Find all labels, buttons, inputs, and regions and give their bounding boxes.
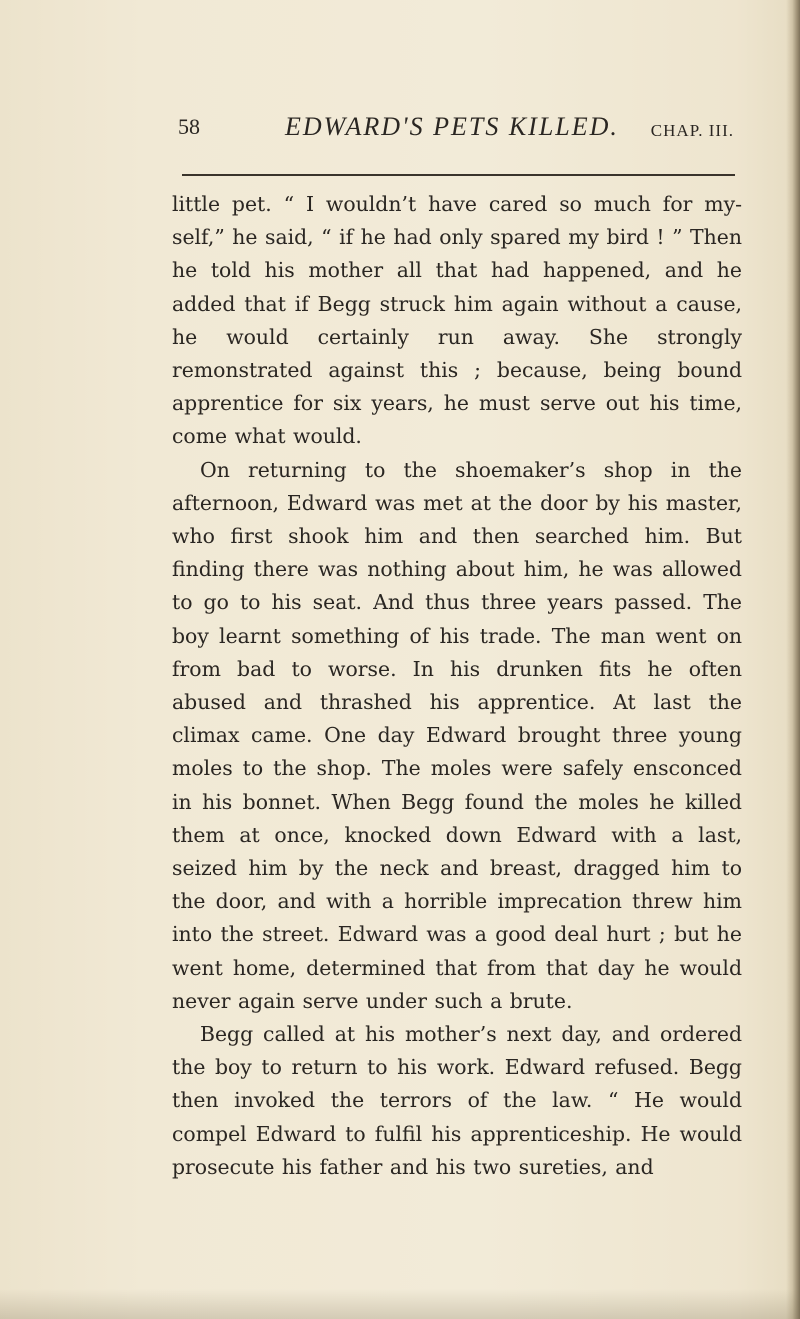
paragraph-1: little pet. “ I wouldn’t have cared so much for my-self,” he said, “ if he had only spared my bird ! ” Then he told his mother all that had happened, and he added that if Begg struck him again without a cause, he would certainly run away. She strongly remonstrated against this ; because, being bound apprentice for six years, he must serve out his time, come what would. (172, 192, 742, 449)
page-header (178, 112, 734, 168)
chapter-label: CHAP. III. (650, 121, 734, 140)
running-title: EDWARD'S PETS KILLED. (285, 112, 619, 141)
header-rule (182, 174, 735, 176)
page-number: 58 (178, 114, 200, 139)
paragraph-2: On returning to the shoemaker’s shop in the afternoon, Edward was met at the door by his master, who first shook him and then searched him. But finding there was nothing about him, he was allowed to go to his seat. And thus three years passed. The boy learnt something of his trade. The man went on from bad to worse. In his drunken fits he often abused and thrashed his apprentice. At last the climax came. One day Edward brought three young moles to the shop. The moles were safely ensconced in his bonnet. When Begg found the moles he killed them at once, knocked down Edward with a last, seized him by the neck and breast, dragged him to the door, and with a horrible imprecation threw him into the street. Edward was a good deal hurt ; but he went home, determined that from that day he would never again serve under such a brute. (172, 457, 742, 1013)
body-text (172, 188, 742, 1184)
page-edge-shadow (786, 0, 800, 1319)
paragraph-3: Begg called at his mother’s next day, and ordered the boy to return to his work. Edward refused. Begg then invoked the terrors of the law. “ He would compel Edward to fulfil his apprenticeship. He would prosecute his father and his two sureties, and (172, 1022, 742, 1179)
page-bottom-shadow (0, 1289, 800, 1319)
